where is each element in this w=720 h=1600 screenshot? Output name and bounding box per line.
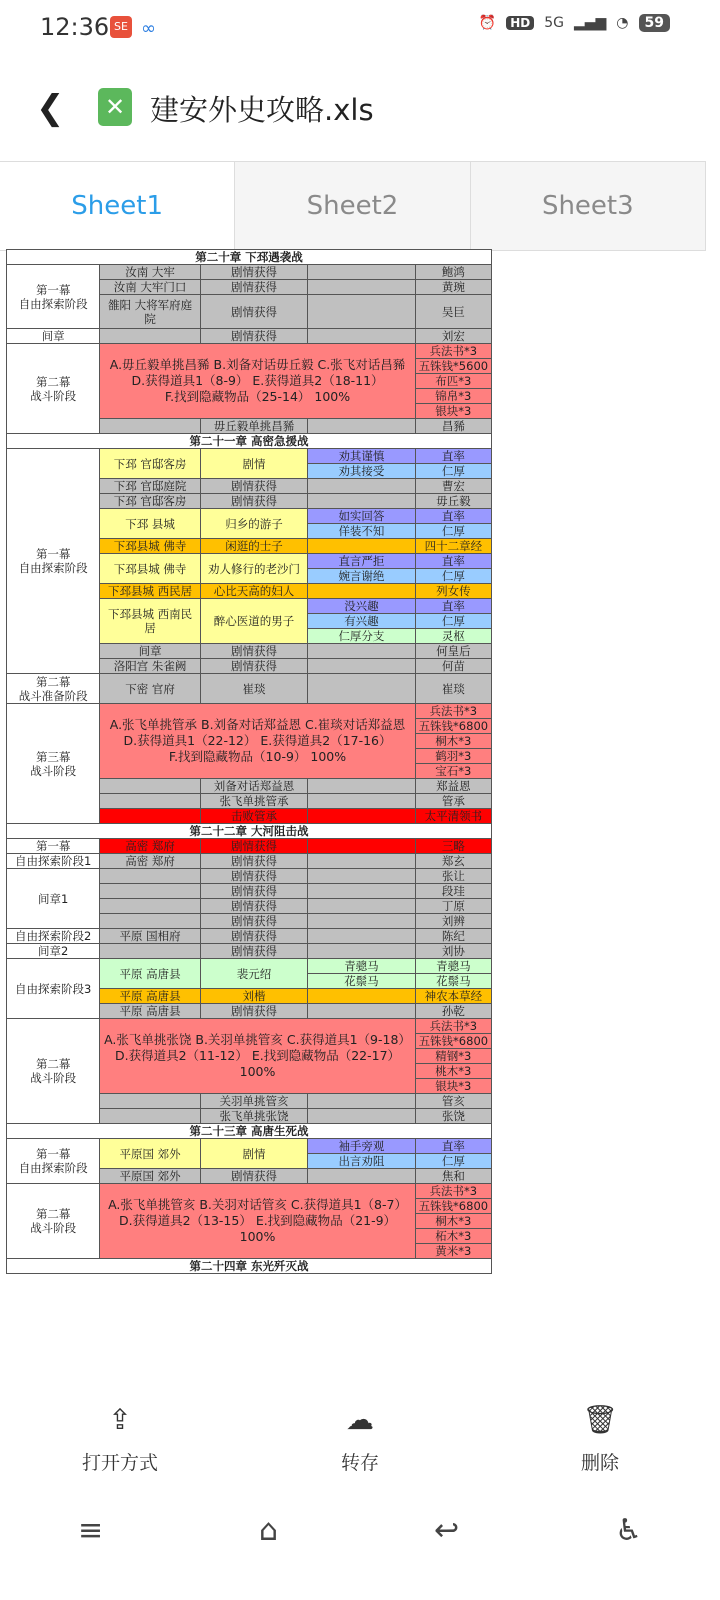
cell[interactable]: 列女传: [415, 584, 491, 599]
cell[interactable]: 关羽单挑管亥: [200, 1094, 307, 1109]
cell[interactable]: 三略: [415, 839, 491, 854]
tab-sheet2[interactable]: Sheet2: [235, 162, 470, 250]
cell[interactable]: [308, 794, 415, 809]
cell[interactable]: [308, 899, 415, 914]
open-with-label: 打开方式: [81, 1452, 158, 1474]
cell[interactable]: 管承: [415, 794, 491, 809]
file-header: [0, 70, 720, 150]
cell[interactable]: 何皇后: [415, 644, 491, 659]
stage-label: 第一幕 自由探索阶段: [7, 1139, 100, 1184]
reward-cell[interactable]: 兵法书*3: [415, 704, 491, 719]
back-icon[interactable]: ❮: [36, 88, 65, 128]
choice-cell[interactable]: 青骢马: [308, 959, 415, 974]
chapter-header: 第二十章 下邳遇袭战: [7, 250, 492, 265]
cell[interactable]: 下邳 官邸客房: [100, 494, 200, 509]
cell[interactable]: 直率: [415, 449, 491, 464]
clock: 12:36: [40, 13, 110, 41]
cell[interactable]: 毋丘毅: [415, 494, 491, 509]
cell[interactable]: [308, 265, 415, 280]
tab-sheet1[interactable]: Sheet1: [0, 162, 235, 250]
cell[interactable]: 剧情获得: [200, 1004, 307, 1019]
cell[interactable]: 四十二章经: [415, 539, 491, 554]
stage-label: 第一幕 自由探索阶段: [7, 265, 100, 329]
excel-file-icon: ✕: [98, 88, 132, 126]
save-to-cloud-button[interactable]: [240, 1390, 480, 1490]
trash-icon: 🗑: [582, 1403, 618, 1436]
cell[interactable]: [308, 1004, 415, 1019]
cell[interactable]: 张飞单挑管承: [200, 794, 307, 809]
reward-cell[interactable]: 银块*3: [415, 1079, 491, 1094]
cell[interactable]: 剧情获得: [200, 494, 307, 509]
alarm-icon: ⏰: [478, 15, 497, 31]
signal-bars-icon: ▂▄▆: [573, 15, 607, 31]
stage-label: 自由探索阶段3: [7, 959, 100, 1019]
choice-cell[interactable]: 没兴趣: [308, 599, 415, 614]
cell[interactable]: [100, 809, 200, 824]
cell[interactable]: 剧情获得: [200, 899, 307, 914]
cell[interactable]: [308, 1109, 415, 1124]
cell[interactable]: 直率: [415, 509, 491, 524]
cell[interactable]: 高密 郑府: [100, 854, 200, 869]
cell[interactable]: 郑益恩: [415, 779, 491, 794]
status-bar: [0, 0, 720, 56]
cell[interactable]: [100, 869, 200, 884]
chapter-header: 第二十一章 高密急援战: [7, 434, 492, 449]
cell[interactable]: 平原国 郊外: [100, 1169, 200, 1184]
cell[interactable]: 剧情获得: [200, 869, 307, 884]
reward-cell[interactable]: 五铢钱*6800: [415, 1199, 491, 1214]
cell[interactable]: 段珪: [415, 884, 491, 899]
stage-label: 第二幕 战斗阶段: [7, 1184, 100, 1259]
battle-goals[interactable]: A.毋丘毅单挑昌豨 B.刘备对话毋丘毅 C.张飞对话昌豨 D.获得道具1（8-9） E.获得道具2（18-11） F.找到隐藏物品（25-14） 100%: [100, 344, 415, 419]
choice-cell[interactable]: 花鬃马: [308, 974, 415, 989]
cell[interactable]: 闲逛的士子: [200, 539, 307, 554]
cell[interactable]: 张让: [415, 869, 491, 884]
share-icon: ⇪: [108, 1403, 132, 1436]
spreadsheet-table: [6, 249, 492, 1274]
action-bar: [0, 1390, 720, 1490]
cell[interactable]: [100, 944, 200, 959]
cell[interactable]: 平原 高唐县: [100, 989, 200, 1004]
cell[interactable]: [308, 280, 415, 295]
cell[interactable]: [308, 479, 415, 494]
stage-label: 间章: [7, 329, 100, 344]
cell[interactable]: [308, 494, 415, 509]
app-notification-icon: SE: [110, 16, 132, 38]
cell[interactable]: [100, 329, 200, 344]
cell[interactable]: 剧情获得: [200, 1169, 307, 1184]
cell[interactable]: 剧情获得: [200, 644, 307, 659]
cell[interactable]: [308, 659, 415, 674]
cell[interactable]: [308, 884, 415, 899]
cloud-upload-icon: ☁: [346, 1403, 374, 1436]
choice-cell[interactable]: 有兴趣: [308, 614, 415, 629]
cell[interactable]: 下邳 官邸庭院: [100, 479, 200, 494]
cell[interactable]: 直率: [415, 554, 491, 569]
cell[interactable]: 花鬃马: [415, 974, 491, 989]
reward-cell[interactable]: 兵法书*3: [415, 344, 491, 359]
cell[interactable]: 仁厚: [415, 569, 491, 584]
cell[interactable]: [308, 539, 415, 554]
cell[interactable]: 鲍鸿: [415, 265, 491, 280]
reward-cell[interactable]: 柘木*3: [415, 1229, 491, 1244]
choice-cell[interactable]: 袖手旁观: [308, 1139, 415, 1154]
cell[interactable]: 雒阳 大将军府庭院: [100, 295, 200, 329]
cell[interactable]: 仁厚: [415, 1154, 491, 1169]
cell[interactable]: 剧情获得: [200, 295, 307, 329]
accessibility-icon[interactable]: ♿: [615, 1512, 643, 1548]
cell[interactable]: 下邳县城 西民居: [100, 584, 200, 599]
cell[interactable]: 汝南 大牢门口: [100, 280, 200, 295]
cell[interactable]: [308, 329, 415, 344]
cell[interactable]: [100, 914, 200, 929]
cell[interactable]: 焦和: [415, 1169, 491, 1184]
cell[interactable]: [308, 779, 415, 794]
cell[interactable]: 剧情获得: [200, 944, 307, 959]
system-nav-bar: [0, 1500, 720, 1560]
cell[interactable]: [308, 914, 415, 929]
cell[interactable]: 直率: [415, 599, 491, 614]
chapter-header: 第二十四章 东光歼灭战: [7, 1259, 492, 1274]
cell[interactable]: 昌豨: [415, 419, 491, 434]
reward-cell[interactable]: 桃木*3: [415, 1064, 491, 1079]
cell[interactable]: 劝人修行的老沙门: [200, 554, 307, 584]
cell[interactable]: [308, 644, 415, 659]
sheet-tabs: [0, 161, 706, 251]
cell[interactable]: 刘备对话郑益恩: [200, 779, 307, 794]
menu-icon[interactable]: ≡: [77, 1512, 104, 1548]
cell[interactable]: 曹宏: [415, 479, 491, 494]
cell[interactable]: 剧情获得: [200, 839, 307, 854]
cell[interactable]: 丁原: [415, 899, 491, 914]
cell[interactable]: [100, 794, 200, 809]
cell[interactable]: [308, 929, 415, 944]
stage-label: 间章2: [7, 944, 100, 959]
cell[interactable]: 剧情获得: [200, 914, 307, 929]
cloud-app-icon: ∞: [141, 18, 156, 39]
reward-cell[interactable]: 桐木*3: [415, 734, 491, 749]
cell[interactable]: 剧情: [200, 449, 307, 479]
cell[interactable]: 仁厚: [415, 614, 491, 629]
delete-button[interactable]: [480, 1390, 720, 1490]
cell[interactable]: 剧情获得: [200, 329, 307, 344]
stage-label: 第一幕 自由探索阶段: [7, 449, 100, 674]
cell[interactable]: 汝南 大牢: [100, 265, 200, 280]
stage-label: 自由探索阶段2: [7, 929, 100, 944]
cell[interactable]: 洛阳宫 朱雀阙: [100, 659, 200, 674]
cell[interactable]: 刘楷: [200, 989, 307, 1004]
battle-goals[interactable]: A.张飞单挑张饶 B.关羽单挑管亥 C.获得道具1（9-18） D.获得道具2（11-12） E.找到隐藏物品（22-17） 100%: [100, 1019, 415, 1094]
cell[interactable]: 剧情: [200, 1139, 307, 1169]
cell[interactable]: 黄琬: [415, 280, 491, 295]
cell[interactable]: 刘宏: [415, 329, 491, 344]
file-title: 建安外史攻略.xls: [150, 93, 374, 127]
cell[interactable]: 何苗: [415, 659, 491, 674]
cell[interactable]: 剧情获得: [200, 280, 307, 295]
cell[interactable]: [100, 1109, 200, 1124]
cell[interactable]: 毋丘毅单挑昌豨: [200, 419, 307, 434]
cell[interactable]: 剧情获得: [200, 929, 307, 944]
cell[interactable]: 高密 郑府: [100, 839, 200, 854]
chapter-header: 第二十三章 高唐生死战: [7, 1124, 492, 1139]
cell[interactable]: 心比天高的妇人: [200, 584, 307, 599]
signal-5g-icon: 5G: [544, 15, 564, 31]
reward-cell[interactable]: 兵法书*3: [415, 1019, 491, 1034]
cell[interactable]: [100, 419, 200, 434]
hd-icon: HD: [506, 16, 534, 30]
battery-icon: 59: [639, 14, 670, 32]
cell[interactable]: [308, 809, 415, 824]
cell[interactable]: 张饶: [415, 1109, 491, 1124]
cell[interactable]: [100, 884, 200, 899]
cell[interactable]: [100, 1094, 200, 1109]
choice-cell[interactable]: 婉言谢绝: [308, 569, 415, 584]
reward-cell[interactable]: 精钢*3: [415, 1049, 491, 1064]
stage-label: 第二幕 战斗阶段: [7, 344, 100, 434]
choice-cell[interactable]: 直言严拒: [308, 554, 415, 569]
cell[interactable]: [308, 839, 415, 854]
cell[interactable]: 裴元绍: [200, 959, 307, 989]
cell[interactable]: 青骢马: [415, 959, 491, 974]
cell[interactable]: 间章: [100, 644, 200, 659]
stage-label: 第二幕 战斗准备阶段: [7, 674, 100, 704]
reward-cell[interactable]: 宝石*3: [415, 764, 491, 779]
choice-cell[interactable]: 如实回答: [308, 509, 415, 524]
reward-cell[interactable]: 鹤羽*3: [415, 749, 491, 764]
cell[interactable]: 下邳县城 西南民居: [100, 599, 200, 644]
spreadsheet-view[interactable]: [6, 249, 492, 1379]
choice-cell[interactable]: 佯装不知: [308, 524, 415, 539]
stage-label: 自由探索阶段1: [7, 854, 100, 869]
cell[interactable]: 下邳县城 佛寺: [100, 554, 200, 584]
cell[interactable]: 崔琰: [200, 674, 307, 704]
cell[interactable]: 太平清领书: [415, 809, 491, 824]
cell[interactable]: [308, 1094, 415, 1109]
cell[interactable]: [308, 419, 415, 434]
choice-cell[interactable]: 劝其谨慎: [308, 449, 415, 464]
reward-cell[interactable]: 兵法书*3: [415, 1184, 491, 1199]
reward-cell[interactable]: 五铢钱*5600: [415, 359, 491, 374]
cell[interactable]: 击败管承: [200, 809, 307, 824]
choice-cell[interactable]: 仁厚分支: [308, 629, 415, 644]
save-label: 转存: [340, 1452, 379, 1474]
cell[interactable]: [308, 674, 415, 704]
open-with-button[interactable]: [0, 1390, 240, 1490]
wifi-icon: ◔: [616, 15, 629, 31]
choice-cell[interactable]: 劝其接受: [308, 464, 415, 479]
cell[interactable]: 剧情获得: [200, 854, 307, 869]
cell[interactable]: 下邳 县城: [100, 509, 200, 539]
cell[interactable]: 归乡的游子: [200, 509, 307, 539]
cell[interactable]: 仁厚: [415, 524, 491, 539]
reward-cell[interactable]: 五铢钱*6800: [415, 719, 491, 734]
cell[interactable]: 刘辨: [415, 914, 491, 929]
cell[interactable]: 刘协: [415, 944, 491, 959]
cell[interactable]: [308, 584, 415, 599]
reward-cell[interactable]: 银块*3: [415, 404, 491, 419]
cell[interactable]: 张飞单挑张饶: [200, 1109, 307, 1124]
cell[interactable]: 仁厚: [415, 464, 491, 479]
stage-label: 间章1: [7, 869, 100, 929]
battle-goals[interactable]: A.张飞单挑管亥 B.关羽对话管亥 C.获得道具1（8-7） D.获得道具2（13-15） E.找到隐藏物品（21-9） 100%: [100, 1184, 415, 1259]
cell[interactable]: 郑玄: [415, 854, 491, 869]
choice-cell[interactable]: 出言劝阻: [308, 1154, 415, 1169]
cell[interactable]: 剧情获得: [200, 479, 307, 494]
cell[interactable]: 崔琰: [415, 674, 491, 704]
cell[interactable]: 吴巨: [415, 295, 491, 329]
cell[interactable]: 平原 国相府: [100, 929, 200, 944]
reward-cell[interactable]: 布匹*3: [415, 374, 491, 389]
home-icon[interactable]: ⌂: [259, 1512, 279, 1548]
cell[interactable]: 下邳县城 佛寺: [100, 539, 200, 554]
cell[interactable]: 孙乾: [415, 1004, 491, 1019]
cell[interactable]: [308, 1169, 415, 1184]
cell[interactable]: 下邳 官邸客房: [100, 449, 200, 479]
reward-cell[interactable]: 锦帛*3: [415, 389, 491, 404]
cell[interactable]: 剧情获得: [200, 884, 307, 899]
cell[interactable]: 下密 官府: [100, 674, 200, 704]
cell[interactable]: [308, 295, 415, 329]
cell[interactable]: 陈纪: [415, 929, 491, 944]
cell[interactable]: 醉心医道的男子: [200, 599, 307, 644]
cell[interactable]: [100, 779, 200, 794]
cell[interactable]: 平原国 郊外: [100, 1139, 200, 1169]
cell[interactable]: [308, 854, 415, 869]
battle-goals[interactable]: A.张飞单挑管承 B.刘备对话郑益恩 C.崔琰对话郑益恩 D.获得道具1（22-12） E.获得道具2（17-16） F.找到隐藏物品（10-9） 100%: [100, 704, 415, 779]
cell[interactable]: 平原 高唐县: [100, 959, 200, 989]
back-nav-icon[interactable]: ↩: [434, 1512, 460, 1548]
cell[interactable]: [308, 989, 415, 1004]
cell[interactable]: 直率: [415, 1139, 491, 1154]
stage-label: 第二幕 战斗阶段: [7, 1019, 100, 1124]
stage-label: 第三幕 战斗阶段: [7, 704, 100, 824]
cell[interactable]: [308, 944, 415, 959]
cell[interactable]: [308, 869, 415, 884]
reward-cell[interactable]: 桐木*3: [415, 1214, 491, 1229]
reward-cell[interactable]: 黄米*3: [415, 1244, 491, 1259]
cell[interactable]: 平原 高唐县: [100, 1004, 200, 1019]
delete-label: 删除: [580, 1452, 619, 1474]
cell[interactable]: 剧情获得: [200, 265, 307, 280]
cell[interactable]: 管亥: [415, 1094, 491, 1109]
cell[interactable]: 剧情获得: [200, 659, 307, 674]
tab-sheet3[interactable]: Sheet3: [471, 162, 706, 250]
cell[interactable]: 神农本草经: [415, 989, 491, 1004]
reward-cell[interactable]: 五铢钱*6800: [415, 1034, 491, 1049]
stage-label: 第一幕: [7, 839, 100, 854]
cell[interactable]: [100, 899, 200, 914]
chapter-header: 第二十二章 大河阻击战: [7, 824, 492, 839]
cell[interactable]: 灵枢: [415, 629, 491, 644]
